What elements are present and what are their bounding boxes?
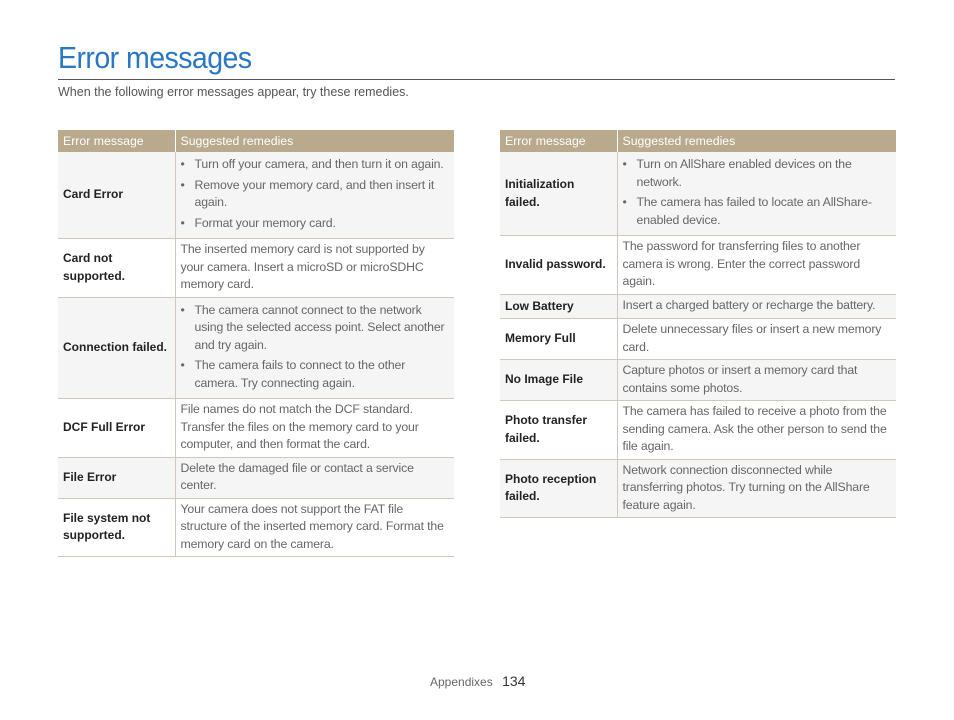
remedy-text: Format your memory card. xyxy=(194,215,336,230)
table-row xyxy=(500,319,896,360)
remedy-bullet xyxy=(181,302,450,355)
table-row xyxy=(500,152,896,236)
error-message-cell: Low Battery xyxy=(500,294,617,319)
error-message-cell: File Error xyxy=(58,457,175,498)
column-header-suggested-remedies: Suggested remedies xyxy=(617,130,896,152)
page-title: Error messages xyxy=(58,40,252,75)
bullet-icon: • xyxy=(622,157,627,171)
table-row xyxy=(58,498,454,557)
remedy-text: Turn off your camera, and then turn it on again. xyxy=(194,157,444,171)
remedy-text: The camera fails to connect to the other camera. Try connecting again. xyxy=(194,358,406,390)
remedy-cell: Insert a charged battery or recharge the battery. xyxy=(617,294,896,319)
column-header-error-message: Error message xyxy=(58,130,175,152)
remedy-cell: Delete unnecessary files or insert a new memory card. xyxy=(617,319,896,360)
intro-text: When the following error messages appear, try these remedies. xyxy=(58,85,409,99)
error-message-cell: No Image File xyxy=(500,360,617,401)
remedy-cell xyxy=(617,152,896,236)
page-footer xyxy=(430,673,525,689)
table-header-row xyxy=(58,130,454,152)
bullet-icon: • xyxy=(180,157,185,171)
error-message-cell: File system not supported. xyxy=(58,498,175,557)
error-message-cell: DCF Full Error xyxy=(58,399,175,458)
remedy-text: The camera has failed to locate an AllShare-enabled device. xyxy=(636,195,872,227)
remedy-bullet xyxy=(181,357,450,392)
error-message-cell: Invalid password. xyxy=(500,236,617,295)
remedy-cell: Delete the damaged file or contact a service center. xyxy=(175,457,454,498)
table-row xyxy=(500,360,896,401)
bullet-icon: • xyxy=(622,195,627,209)
remedy-bullet xyxy=(181,215,450,233)
remedy-cell: File names do not match the DCF standard. Transfer the files on the memory card to your computer, and then format the card. xyxy=(175,399,454,458)
table-row xyxy=(500,459,896,518)
remedy-cell: The inserted memory card is not supported by your camera. Insert a microSD or microSDHC memory card. xyxy=(175,239,454,298)
table-header-row xyxy=(500,130,896,152)
column-header-error-message: Error message xyxy=(500,130,617,152)
remedy-bullet xyxy=(623,156,892,191)
error-message-cell: Card not supported. xyxy=(58,239,175,298)
column-header-suggested-remedies: Suggested remedies xyxy=(175,130,454,152)
remedy-text: The camera cannot connect to the network using the selected access point. Select another and try again. xyxy=(194,302,445,352)
title-divider xyxy=(58,79,895,80)
remedy-bullet xyxy=(181,177,450,212)
remedy-cell: Network connection disconnected while transferring photos. Try turning on the AllShare feature again. xyxy=(617,459,896,518)
remedy-text: Turn on AllShare enabled devices on the network. xyxy=(636,157,852,189)
error-message-cell: Connection failed. xyxy=(58,297,175,399)
table-row xyxy=(58,457,454,498)
error-message-cell: Card Error xyxy=(58,152,175,239)
table-row xyxy=(58,297,454,399)
footer-section-label: Appendixes xyxy=(430,675,493,689)
table-row xyxy=(500,236,896,295)
bullet-icon: • xyxy=(180,215,185,230)
error-message-cell: Photo transfer failed. xyxy=(500,401,617,460)
remedy-cell: Your camera does not support the FAT file structure of the inserted memory card. Format the memory card on the camera. xyxy=(175,498,454,557)
remedy-bullet xyxy=(623,194,892,229)
page-number: 134 xyxy=(502,673,526,689)
error-message-cell: Photo reception failed. xyxy=(500,459,617,518)
bullet-icon: • xyxy=(180,358,185,372)
remedy-text: Remove your memory card, and then insert it again. xyxy=(194,177,435,209)
remedy-bullet xyxy=(181,156,450,174)
table-row xyxy=(58,239,454,298)
remedy-cell: Capture photos or insert a memory card that contains some photos. xyxy=(617,360,896,401)
table-row xyxy=(58,399,454,458)
error-table-right xyxy=(500,130,896,518)
table-row xyxy=(500,401,896,460)
table-row xyxy=(58,152,454,239)
remedy-cell: The camera has failed to receive a photo from the sending camera. Ask the other person to send the file again. xyxy=(617,401,896,460)
error-message-cell: Initialization failed. xyxy=(500,152,617,236)
bullet-icon: • xyxy=(180,177,185,192)
remedy-bullet-list xyxy=(623,156,892,229)
remedy-bullet-list xyxy=(181,302,450,393)
remedy-cell: The password for transferring files to another camera is wrong. Enter the correct password again. xyxy=(617,236,896,295)
error-table-left xyxy=(58,130,454,557)
remedy-cell xyxy=(175,152,454,239)
bullet-icon: • xyxy=(180,302,185,317)
table-row xyxy=(500,294,896,319)
remedy-bullet-list xyxy=(181,156,450,232)
error-message-cell: Memory Full xyxy=(500,319,617,360)
remedy-cell xyxy=(175,297,454,399)
